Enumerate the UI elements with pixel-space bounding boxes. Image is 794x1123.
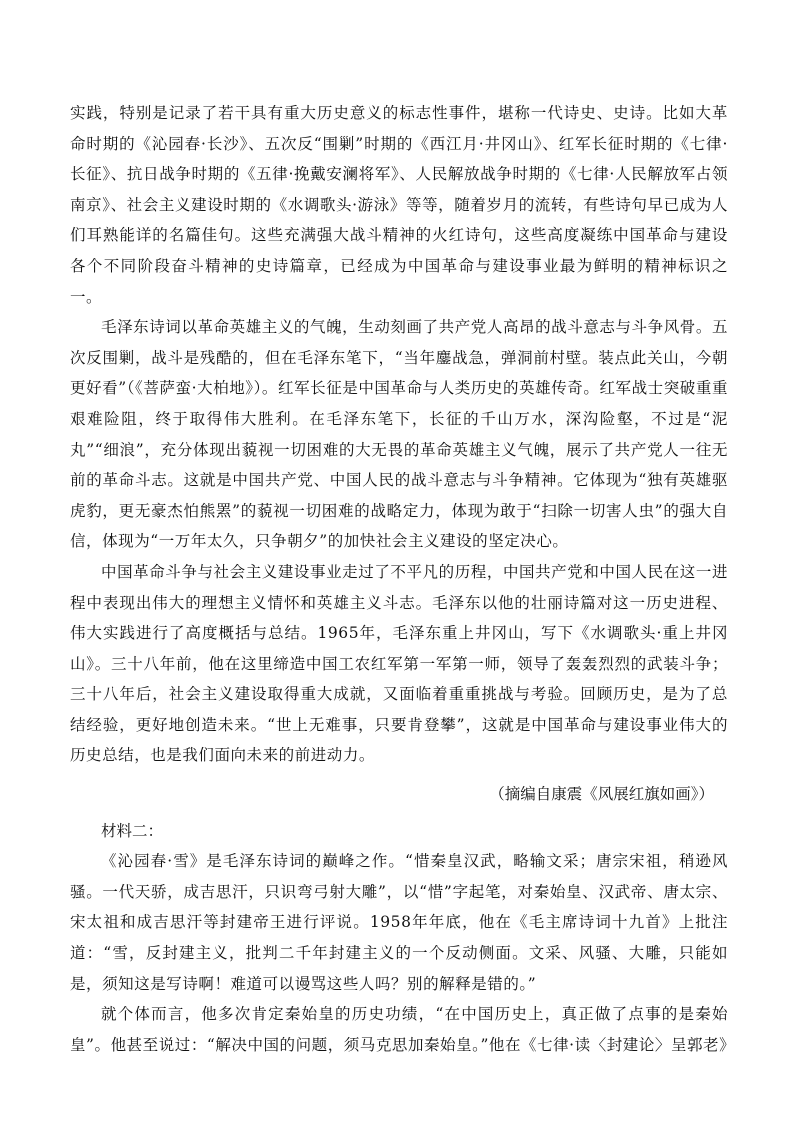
body-paragraph-continued: 实践，特别是记录了若干具有重大历史意义的标志性事件，堪称一代诗史、史诗。比如大革命时期的《沁园春·长沙》、五次反“围剿”时期的《西江月·井冈山》、红军长征时期的《七律·长征》、抗日战争时期的《五律·挽戴安澜将军》、人民解放战争时期的《七律·人民解放军占领南京》、社会主义建设时期的《水调歌头·游泳》等等，随着岁月的流转，有些诗句早已成为人们耳熟能详的名篇佳句。这些充满强大战斗精神的火红诗句，这些高度凝练中国革命与建设各个不同阶段奋斗精神的史诗篇章，已经成为中国革命与建设事业最为鲜明的精神标识之一。 (70, 104, 728, 306)
body-paragraph: 毛泽东诗词以革命英雄主义的气魄，生动刻画了共产党人高昂的战斗意志与斗争风骨。五次反围剿，战斗是残酷的，但在毛泽东笔下，“当年鏖战急，弹洞前村壁。装点此关山，今朝更好看”（《菩萨蛮·大柏地》）。红军长征是中国革命与人类历史的英雄传奇。红军战士突破重重艰难险阻，终于取得伟大胜利。在毛泽东笔下，长征的千山万水，深沟险壑，不过是“泥丸”“细浪”，充分体现出藐视一切困难的大无畏的革命英雄主义气魄，展示了共产党人一往无前的革命斗志。这就是中国共产党、中国人民的战斗意志与斗争精神。它体现为“独有英雄驱虎豹，更无豪杰怕熊罴”的藐视一切困难的战略定力，体现为敢于“扫除一切害人虫”的强大自信，体现为“一万年太久，只争朝夕”的加快社会主义建设的坚定决心。 (70, 318, 728, 551)
section-heading-material-two: 材料二： (101, 821, 164, 840)
body-paragraph: 就个体而言，他多次肯定秦始皇的历史功绩，“在中国历史上，真正做了点事的是秦始皇”。他甚至说过：“解决中国的问题，须马克思加秦始皇。”他在《七律·读〈封建论〉呈郭老》 (70, 1005, 736, 1054)
body-paragraph: 《沁园春·雪》是毛泽东诗词的巅峰之作。“惜秦皇汉武，略输文采；唐宗宋祖，稍逊风骚。一代天骄，成吉思汗，只识弯弓射大雕”，以“惜”字起笔，对秦始皇、汉武帝、唐太宗、宋太祖和成吉思汗等封建帝王进行评说。1958年年底，他在《毛主席诗词十九首》上批注道：“雪，反封建主义，批判二千年封建主义的一个反动侧面。文采、风骚、大雕，只能如是，须知这是写诗啊！难道可以谩骂这些人吗？别的解释是错的。” (70, 852, 728, 993)
body-paragraph: 中国革命斗争与社会主义建设事业走过了不平凡的历程，中国共产党和中国人民在这一进程中表现出伟大的理想主义情怀和英雄主义斗志。毛泽东以他的壮丽诗篇对这一历史进程、伟大实践进行了高度概括与总结。1965年，毛泽东重上井冈山，写下《水调歌头·重上井冈山》。三十八年前，他在这里缔造中国工农红军第一军第一师，领导了轰轰烈烈的武装斗争；三十八年后，社会主义建设取得重大成就，又面临着重重挑战与考验。回顾历史，是为了总结经验，更好地创造未来。“世上无难事，只要肯登攀”，这就是中国革命与建设事业伟大的历史总结，也是我们面向未来的前进动力。 (70, 562, 728, 765)
source-citation: （摘编自康震《风展红旗如画》） (489, 785, 714, 804)
